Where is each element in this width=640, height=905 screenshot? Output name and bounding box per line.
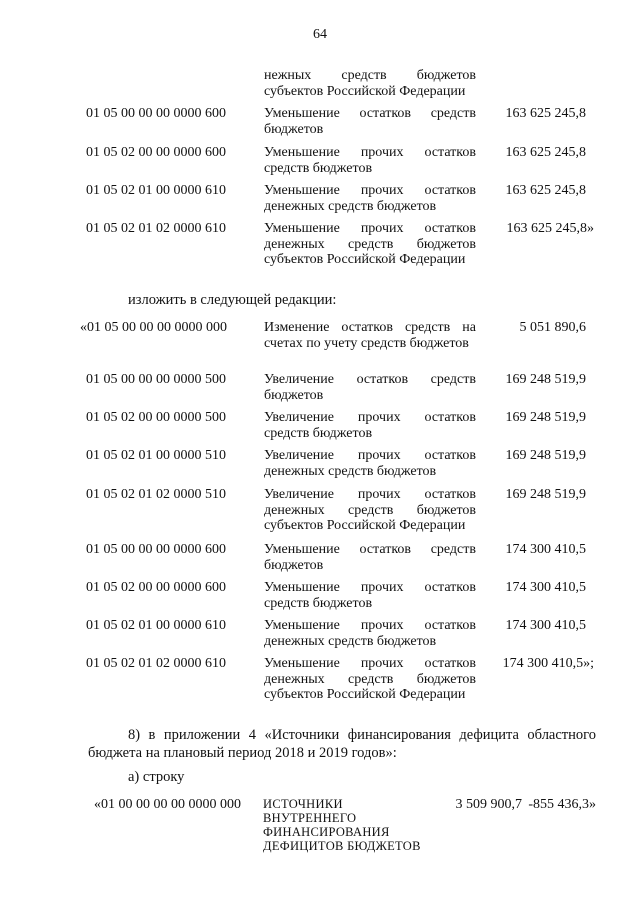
row-description: Уменьшение прочих остатков средств бюджетов [264, 145, 476, 176]
row-description: Уменьшение прочих остатков денежных средств бюджетов [264, 183, 476, 214]
row-description: Изменение остатков средств на счетах по учету средств бюджетов [264, 320, 476, 351]
row-amount: 174 300 410,5 [505, 580, 586, 595]
row-description: Уменьшение прочих остатков денежных средств бюджетов субъектов Российской Федерации [264, 221, 476, 267]
row-code: 01 05 02 01 00 0000 610 [86, 618, 226, 633]
row-description: Увеличение прочих остатков средств бюджетов [264, 410, 476, 441]
row-description: Уменьшение прочих остатков денежных средств бюджетов [264, 618, 476, 649]
row-amount: 163 625 245,8 [505, 145, 586, 160]
row-code: 01 05 02 01 02 0000 610 [86, 656, 226, 671]
row-amount: 174 300 410,5»; [502, 656, 594, 671]
item-8-paragraph: 8) в приложении 4 «Источники финансирования дефицита областного бюджета на плановый период 2018 и 2019 годов»: [88, 727, 596, 761]
row-amount: 174 300 410,5 [505, 618, 586, 633]
row-code: 01 05 02 00 00 0000 600 [86, 145, 226, 160]
page-number: 64 [313, 27, 327, 42]
row-description: Уменьшение остатков средств бюджетов [264, 106, 476, 137]
row-code: 01 05 00 00 00 0000 600 [86, 542, 226, 557]
row-code: 01 05 00 00 00 0000 500 [86, 372, 226, 387]
row-description: Уменьшение остатков средств бюджетов [264, 542, 476, 573]
row-code: 01 05 02 01 02 0000 510 [86, 487, 226, 502]
row-amount: 169 248 519,9 [505, 410, 586, 425]
row-description: Увеличение прочих остатков денежных средств бюджетов субъектов Российской Федерации [264, 487, 476, 533]
row-code: 01 05 02 00 00 0000 500 [86, 410, 226, 425]
row-amount: 163 625 245,8 [505, 106, 586, 121]
row-amount: 169 248 519,9 [505, 487, 586, 502]
new-edition-text: изложить в следующей редакции: [128, 292, 337, 308]
row-amount: 169 248 519,9 [505, 372, 586, 387]
row-amount-2018: 3 509 900,7 [455, 797, 522, 812]
row-code: 01 05 02 01 00 0000 510 [86, 448, 226, 463]
row-description: Уменьшение прочих остатков денежных средств бюджетов субъектов Российской Федерации [264, 656, 476, 702]
row-code: 01 05 02 00 00 0000 600 [86, 580, 226, 595]
row-amount: 163 625 245,8 [505, 183, 586, 198]
row-description: ИСТОЧНИКИ ВНУТРЕННЕГО ФИНАНСИРОВАНИЯ ДЕФИЦИТОВ БЮДЖЕТОВ [263, 797, 421, 853]
row-description: Увеличение прочих остатков денежных средств бюджетов [264, 448, 476, 479]
row-code: 01 05 00 00 00 0000 600 [86, 106, 226, 121]
row-amount: 174 300 410,5 [505, 542, 586, 557]
row-description: Уменьшение прочих остатков средств бюджетов [264, 580, 476, 611]
row-code: 01 05 02 01 00 0000 610 [86, 183, 226, 198]
row-code: «01 05 00 00 00 0000 000 [80, 320, 227, 335]
row-description: нежных средств бюджетов субъектов Российской Федерации [264, 68, 476, 99]
row-amount-2019: -855 436,3» [528, 797, 596, 812]
row-code: 01 05 02 01 02 0000 610 [86, 221, 226, 236]
row-amount: 5 051 890,6 [519, 320, 586, 335]
row-amount: 169 248 519,9 [505, 448, 586, 463]
row-code: «01 00 00 00 00 0000 000 [94, 797, 241, 812]
row-amount: 163 625 245,8» [506, 221, 594, 236]
item-a-text: а) строку [128, 769, 185, 785]
row-description: Увеличение остатков средств бюджетов [264, 372, 476, 403]
